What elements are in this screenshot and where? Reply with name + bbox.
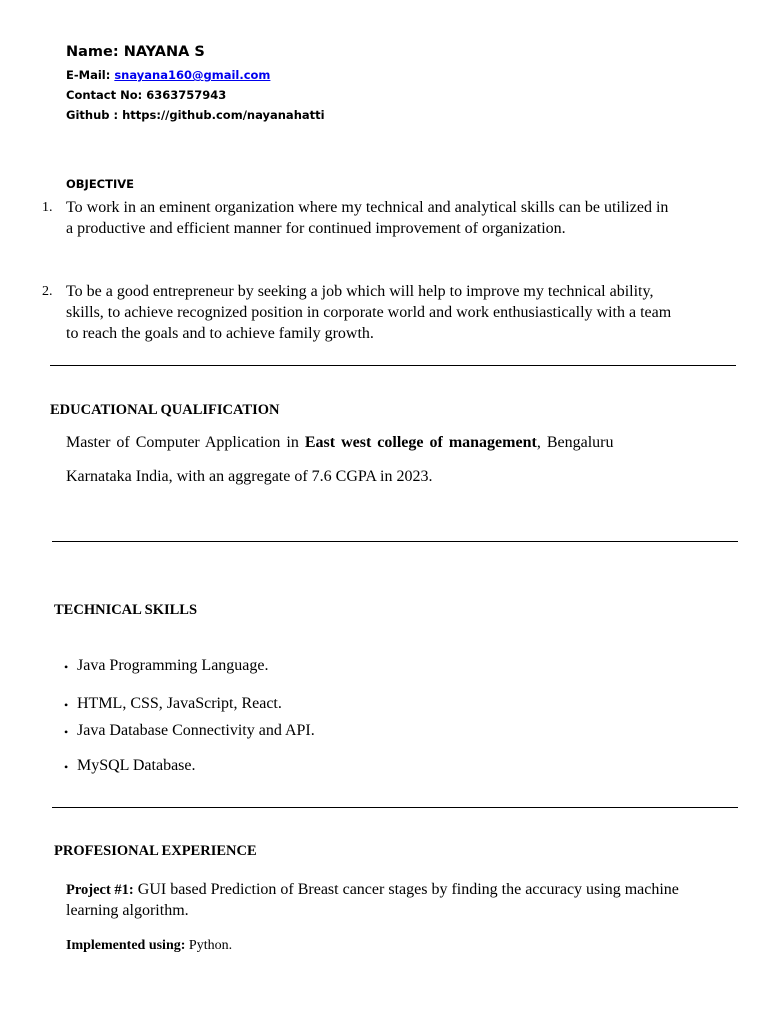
project-line-1 [66, 879, 679, 901]
email-line [66, 68, 270, 82]
skill-item: Java Database Connectivity and API. [77, 722, 315, 739]
skill-item: MySQL Database. [77, 757, 196, 774]
section-divider [50, 365, 736, 366]
skill-item: Java Programming Language. [77, 657, 269, 674]
implemented-using-value: Python. [185, 938, 233, 953]
objective-heading: OBJECTIVE [66, 177, 134, 191]
education-degree: Master of Computer Application in [66, 434, 305, 451]
contact-number: Contact No: 6363757943 [66, 88, 227, 102]
objective-item-1-line-2: a productive and efficient manner for continued improvement of organization. [66, 220, 566, 237]
education-city: , Bengaluru [536, 434, 614, 451]
email-link[interactable]: snayana160@gmail.com [114, 68, 271, 82]
section-divider [52, 541, 738, 542]
project-title: GUI based Prediction of Breast cancer stages by finding the accuracy using machine [133, 881, 679, 898]
bullet-icon: • [64, 760, 69, 774]
skill-item: HTML, CSS, JavaScript, React. [77, 695, 282, 712]
education-line-1 [66, 432, 613, 453]
education-heading: EDUCATIONAL QUALIFICATION [50, 402, 280, 418]
skills-heading: TECHNICAL SKILLS [54, 602, 198, 618]
bullet-icon: • [64, 725, 69, 739]
objective-item-2-line-1: To be a good entrepreneur by seeking a job which will help to improve my technical ability, [66, 283, 654, 300]
bullet-icon: • [64, 660, 69, 674]
objective-item-2-line-3: to reach the goals and to achieve family growth. [66, 325, 374, 342]
objective-item-2-line-2: skills, to achieve recognized position in corporate world and work enthusiastically with a team [66, 304, 672, 321]
project-line-2: learning algorithm. [66, 902, 189, 919]
objective-number-1: 1. [42, 200, 53, 215]
college-name: East west college of management [304, 434, 537, 451]
experience-heading: PROFESIONAL EXPERIENCE [54, 843, 257, 859]
email-label: E-Mail: [66, 68, 115, 82]
candidate-name: Name: NAYANA S [66, 44, 205, 60]
bullet-icon: • [64, 698, 69, 712]
objective-number-2: 2. [42, 284, 53, 299]
implemented-using-label: Implemented using: [66, 938, 186, 953]
implementation-line [66, 935, 232, 956]
education-line-2: Karnataka India, with an aggregate of 7.6 CGPA in 2023. [66, 468, 433, 485]
github-link: Github : https://github.com/nayanahatti [66, 108, 325, 122]
objective-item-1-line-1: To work in an eminent organization where my technical and analytical skills can be utilized in [66, 199, 669, 216]
section-divider [52, 807, 738, 808]
project-label: Project #1: [66, 882, 134, 898]
